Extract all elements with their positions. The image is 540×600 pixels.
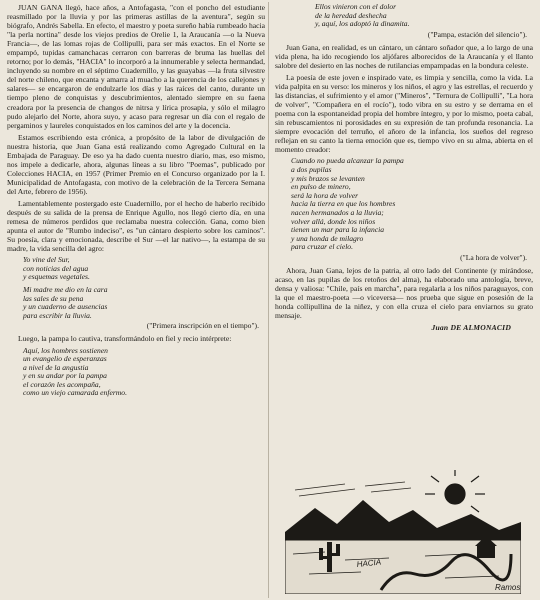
verse-line: y mis brazos se levanten xyxy=(291,173,365,183)
verse-aqui-los-hombres xyxy=(23,347,265,399)
verse-line: las sales de su pena xyxy=(23,293,84,303)
verse-line: a dos pupilas xyxy=(291,164,332,174)
verse-line: con noticias del agua xyxy=(23,263,89,273)
paragraph-poesia: La poesía de este joven e inspirado vate, es limpia y sencilla, como la vida. La vida palpita en su verso: los mineros y los niños, el agro y las estrellas, el recuerdo y las distancias, el sufrimiento y el amor ("Mineros", "Ternura de Collipulli", "La hora de volver", "Compañera en el rocío"), todo vibra en su estro y se derrama en el poema con la espontaneidad propia del hombre íntegro, y por lo mismo, poeta cabal, sin rebuscamientos ni porosidades en su expresión de tan profunda resonancia. La siempre evocación del terruño, el añoro de la infancia, los sueños del regreso reflejan en su canto la tierna emoción que es, tiempo vivo en su alma, abierta en el momento creador: xyxy=(275,72,533,155)
verse-line: como un viejo camarada enfermo. xyxy=(23,388,127,398)
illustration-caption: HACIA xyxy=(356,557,382,569)
verse-line: tienen un mar para la infancia xyxy=(291,225,385,235)
verse-line: un evangelio de esperanzas xyxy=(23,354,107,364)
verse-line: hacia la tierra en que los hombres xyxy=(291,199,396,209)
verse-line: para cruzar el cielo. xyxy=(291,242,354,252)
verse-line: Ellos vinieron con el dolor xyxy=(315,2,397,11)
verse-line: a nivel de la angustia xyxy=(23,362,89,372)
paragraph-antologia: Ahora, Juan Gana, lejos de la patria, al otro lado del Continente (y mirándose, acaso, en las pupilas de los retoños del alma), ha elaborado una antología, breve, densa y valiosa: "Chile, país en marcha", para regalarla a los niños paraguayos, con la que el maestro-poeta —o viceversa— nos prueba que sigue en posesión de la honda collipullina de la niñez, y con ella cruza el cielo para enviarnos su grato mensaje. xyxy=(275,265,533,321)
paragraph-cuadernillo: Lamentablemente postergado este Cuadernillo, por el hecho de haberlo recibido después de su salida de la prensa de Enrique Agullo, nos llegó cierto día, en una remesa de números perdidos que reclamaba nuestra colección. Gana, como bien apunta el autor de "Rumbo indeciso", es "un cántaro despierto sobre los caminos". Su poesía, clara y emocionada, describe el Sur —el lar nativo—, la estampa de su madre, la vida sencilla del agro: xyxy=(7,198,265,254)
verse-line: para escribir la lluvia. xyxy=(23,310,92,320)
left-column xyxy=(7,3,265,399)
verse-yo-vine-del-sur xyxy=(23,256,265,282)
verse-mi-madre xyxy=(23,286,265,320)
verse-line: y un cuaderno de ausencias xyxy=(23,302,108,312)
verse-line: y, aquí, los adoptó la dinamita. xyxy=(315,19,410,29)
verse-line: de la heredad deshecha xyxy=(315,10,387,20)
paragraph-intro: JUAN GANA llegó, hace años, a Antofagasta, "con el poncho del estudiante reasmillado por la lluvia y por las primeras astillas de la aventura", según su biógrafo, Andrés Sabella. En efecto, el maestro y poeta sureño había rumbeado hacia "la perla nortina" desde los viejos predios de Orelie 1, la Araucanía —o la Nueva Francia—, de las lomas rojas de Collipulli, para ser más exactos. En el Norte se empampó, tupidas camanchacas cerraron con barreras de bruma las huellas del retorno; por lo demás, "HACIA" lo incorporó a la innumerable y selecta hermandad, incluyendo su nombre en el séptimo Cuadernillo, y las guayabas —la fruta silvestre del norte chileno, que encanta y amarra al muacho a la querencia de los callejones y salares— se encargaron de endulzarle los días y las raíces del canto, durante un tiempo pleno de conquistas y descubrimientos, alentado siempre en su faena creadora por la presencia de changos de nitrsa y lírica prosapia, y sólo el milagro pudo alejarlo del Norte, ahora suyo, y acaso para regresar un día con el regalo de pergaminos y laureles conquistados en los caminos del arte y la docencia. xyxy=(7,3,265,130)
verse-line: será la hora de volver xyxy=(291,190,359,200)
verse-ellos-vinieron xyxy=(315,3,533,29)
paragraph-cantaro: Juan Gana, en realidad, es un cántaro, un cántaro soñador que, a lo largo de una vida plena, ha ido recogiendo los aljófares alborecidos de la Araucanía y el llanto salobre del desierto en las noches de rutilancias empampadas en la bondura celeste. xyxy=(275,42,533,70)
verse-line: y una honda de milagro xyxy=(291,233,364,243)
verse-source-pampa-estacion: ("Pampa, estación del silencio"). xyxy=(427,29,527,39)
right-column xyxy=(275,3,533,336)
verse-line: y esquemas vegetales. xyxy=(23,272,90,282)
verse-source-primera-inscripcion: ("Primera inscripción en el tiempo"). xyxy=(146,321,259,331)
verse-line: Yo vine del Sur, xyxy=(23,255,70,265)
paragraph-pampa: Luego, la pampa lo cautiva, transformándolo en fiel y recio intérprete: xyxy=(18,334,232,344)
verse-source-la-hora-de-volver: ("La hora de volver"). xyxy=(460,252,527,262)
author-signature: Juan DE ALMONACID xyxy=(431,323,511,333)
verse-line: en pulso de minero, xyxy=(291,182,351,192)
verse-line: y en su andar por la pampa xyxy=(23,371,107,381)
verse-line: volver allá, donde los niños xyxy=(291,216,376,226)
verse-line: Aquí, los hombres sostienen xyxy=(23,345,108,355)
paragraph-cronica: Estamos escribiendo esta crónica, a propósito de la labor de divulgación de nuestra historia, que Juan Gana está realizando como Agregado Cultural en la Embajada de Paraguay. De eso ya ha dado cuenta nuestro diario, mas, eso mismo, nos impele a dedicarle, ahora, algunas líneas a su libro "Poemas", publicado por Colecciones HACIA, en 1957 (Primer Premio en el Concurso organizado por la I. Municipalidad de Antofagasta, con motivo de la celebración de la Tercera Semana del Arte, febrero de 1956). xyxy=(7,132,265,196)
verse-line: Mi madre me dio en la cara xyxy=(23,285,108,295)
verse-cuando-no-pueda xyxy=(291,157,533,252)
column-divider xyxy=(268,2,269,598)
desert-landscape-illustration xyxy=(285,470,521,594)
verse-line: nacen hermanados a la lluvia; xyxy=(291,207,384,217)
illustration-signature: Ramos xyxy=(495,583,521,592)
verse-line: el corazón les acompaña, xyxy=(23,379,101,389)
verse-line: Cuando no pueda alcanzar la pampa xyxy=(291,156,404,166)
